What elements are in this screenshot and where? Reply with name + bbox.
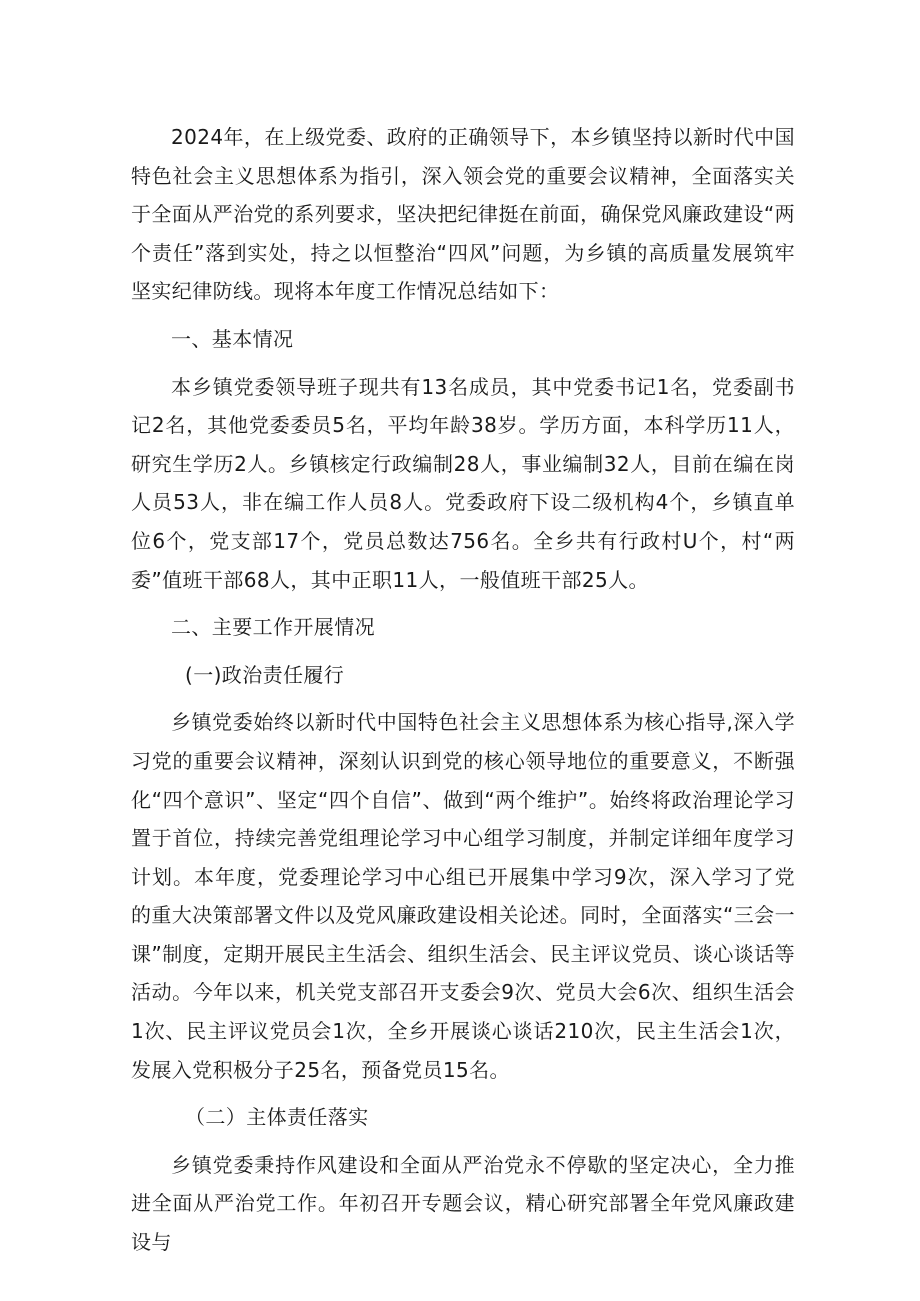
main-responsibility-paragraph: 乡镇党委秉持作风建设和全面从严治党永不停歇的坚定决心，全力推进全面从严治党工作。年初召开专题会议，精心研究部署全年党风廉政建设与 (131, 1152, 795, 1255)
political-responsibility-paragraph: 乡镇党委始终以新时代中国特色社会主义思想体系为核心指导,深入学习党的重要会议精神，深刻认识到党的核心领导地位的重要意义，不断强化“四个意识”、坚定“四个自信”、做到“两个维护”。始终将政治理论学习置于首位，持续完善党组理论学习中心组学习制度，并制定详细年度学习计划。本年度，党委理论学习中心组已开展集中学习9次，深入学习了党的重大决策部署文件以及党风廉政建设相关论述。同时，全面落实“三会一课”制度，定期开展民主生活会、组织生活会、民主评议党员、谈心谈话等活动。今年以来，机关党支部召开支委会9次、党员大会6次、组织生活会1次、民主评议党员会1次，全乡开展谈心谈话210次，民主生活会1次，发展入党积极分子25名，预备党员15名。 (131, 710, 795, 1082)
section-heading-main-work: 二、主要工作开展情况 (171, 615, 375, 640)
subheading-political-responsibility: (一)政治责任履行 (185, 662, 345, 687)
section-heading-basic-info: 一、基本情况 (171, 326, 294, 351)
intro-paragraph: 2024年，在上级党委、政府的正确领导下，本乡镇坚持以新时代中国特色社会主义思想体系为指引，深入领会党的重要会议精神，全面落实关于全面从严治党的系列要求，坚决把纪律挺在前面，确保党风廉政建设“两个责任”落到实处，持之以恒整治“四风”问题，为乡镇的高质量发展筑牢坚实纪律防线。现将本年度工作情况总结如下： (131, 125, 795, 304)
basic-info-paragraph: 本乡镇党委领导班子现共有13名成员，其中党委书记1名，党委副书记2名，其他党委委员5名，平均年龄38岁。学历方面，本科学历11人，研究生学历2人。乡镇核定行政编制28人，事业编制32人，目前在编在岗人员53人，非在编工作人员8人。党委政府下设二级机构4个，乡镇直单位6个，党支部17个，党员总数达756名。全乡共有行政村U个，村“两委”值班干部68人，其中正职11人，一般值班干部25人。 (131, 374, 795, 592)
document-page (131, 118, 795, 1262)
subheading-main-responsibility: （二）主体责任落实 (185, 1105, 369, 1130)
